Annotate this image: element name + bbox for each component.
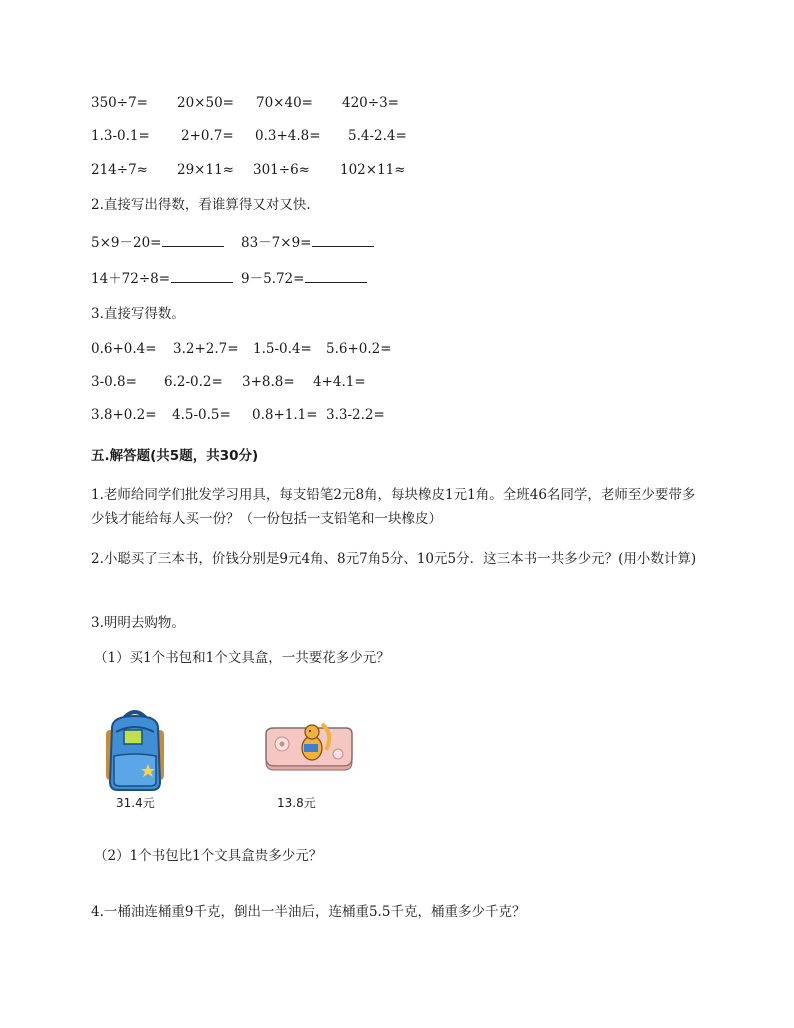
- problem: 70×40=: [256, 95, 313, 111]
- problem: 1.3-0.1=: [91, 128, 150, 144]
- problem: 2+0.7=: [181, 128, 234, 144]
- problem: 0.3+4.8=: [255, 128, 321, 144]
- problem-text: 5×9－20=: [91, 235, 162, 251]
- question-5-3-sub-1: （1）买1个书包和1个文具盒，一共要花多少元？: [94, 650, 390, 666]
- question-3-title: 3.直接写得数。: [91, 306, 185, 322]
- problem: 3.3-2.2=: [326, 407, 385, 423]
- decimal-row-3: [91, 405, 385, 425]
- problem: 420÷3=: [342, 95, 399, 111]
- question-5-2: 2.小聪买了三本书，价钱分别是9元4角、8元7角5分、10元5分．这三本书一共多少元？(用小数计算): [91, 551, 697, 567]
- answer-blank[interactable]: [162, 232, 224, 247]
- problem-text: 83－7×9=: [241, 235, 312, 251]
- decimal-row-2: [91, 372, 366, 392]
- problem: 3-0.8=: [91, 374, 137, 390]
- pencil-box-image: [262, 714, 354, 772]
- problem: 214÷7≈: [91, 162, 148, 178]
- problem: 6.2-0.2=: [164, 374, 223, 390]
- section-5-heading: 五.解答题(共5题，共30分): [91, 448, 259, 464]
- backpack-image: [100, 708, 170, 794]
- problem: 5.4-2.4=: [348, 128, 407, 144]
- problem: 4.5-0.5=: [172, 407, 231, 423]
- question-5-3-sub-2: （2）1个书包比1个文具盒贵多少元？: [94, 848, 323, 864]
- pencil-box-icon: [262, 714, 354, 772]
- problem: 20×50=: [177, 95, 234, 111]
- problem: 3.2+2.7=: [173, 341, 239, 357]
- problem: 5.6+0.2=: [326, 341, 392, 357]
- fill-row-2: [91, 268, 367, 289]
- problem: 301÷6≈: [253, 162, 310, 178]
- problem: 29×11≈: [177, 162, 234, 178]
- answer-blank[interactable]: [305, 268, 367, 283]
- backpack-price: 31.4元: [116, 796, 155, 810]
- arith-row-1: [91, 93, 399, 113]
- problem: 1.5-0.4=: [253, 341, 312, 357]
- problem: 0.6+0.4=: [91, 341, 157, 357]
- problem: 350÷7=: [91, 95, 148, 111]
- question-5-3-title: 3.明明去购物。: [91, 615, 185, 631]
- answer-blank[interactable]: [171, 268, 233, 283]
- arith-row-2: [91, 126, 407, 146]
- problem: 3.8+0.2=: [91, 407, 157, 423]
- answer-blank[interactable]: [312, 232, 374, 247]
- backpack-icon: [100, 708, 170, 794]
- problem: 0.8+1.1=: [252, 407, 318, 423]
- problem: 3+8.8=: [242, 374, 295, 390]
- problem-text: 14＋72÷8=: [91, 271, 171, 287]
- fill-problem: [241, 232, 374, 253]
- question-5-4: 4.一桶油连桶重9千克，倒出一半油后，连桶重5.5千克，桶重多少千克？: [91, 904, 526, 920]
- question-2-title: 2.直接写出得数，看谁算得又对又快.: [91, 197, 311, 213]
- fill-problem: [91, 232, 241, 253]
- fill-problem: [91, 268, 241, 289]
- arith-row-3: [91, 160, 406, 180]
- fill-problem: [241, 268, 367, 289]
- problem: 102×11≈: [340, 162, 406, 178]
- decimal-row-1: [91, 339, 392, 359]
- fill-row-1: [91, 232, 374, 253]
- problem: 4+4.1=: [313, 374, 366, 390]
- question-5-1: 1.老师给同学们批发学习用具，每支铅笔2元8角，每块橡皮1元1角。全班46名同学，老师至少要带多少钱才能给每人买一份？（一份包括一支铅笔和一块橡皮）: [91, 487, 696, 527]
- problem-text: 9－5.72=: [241, 271, 305, 287]
- pencil-box-price: 13.8元: [277, 796, 316, 810]
